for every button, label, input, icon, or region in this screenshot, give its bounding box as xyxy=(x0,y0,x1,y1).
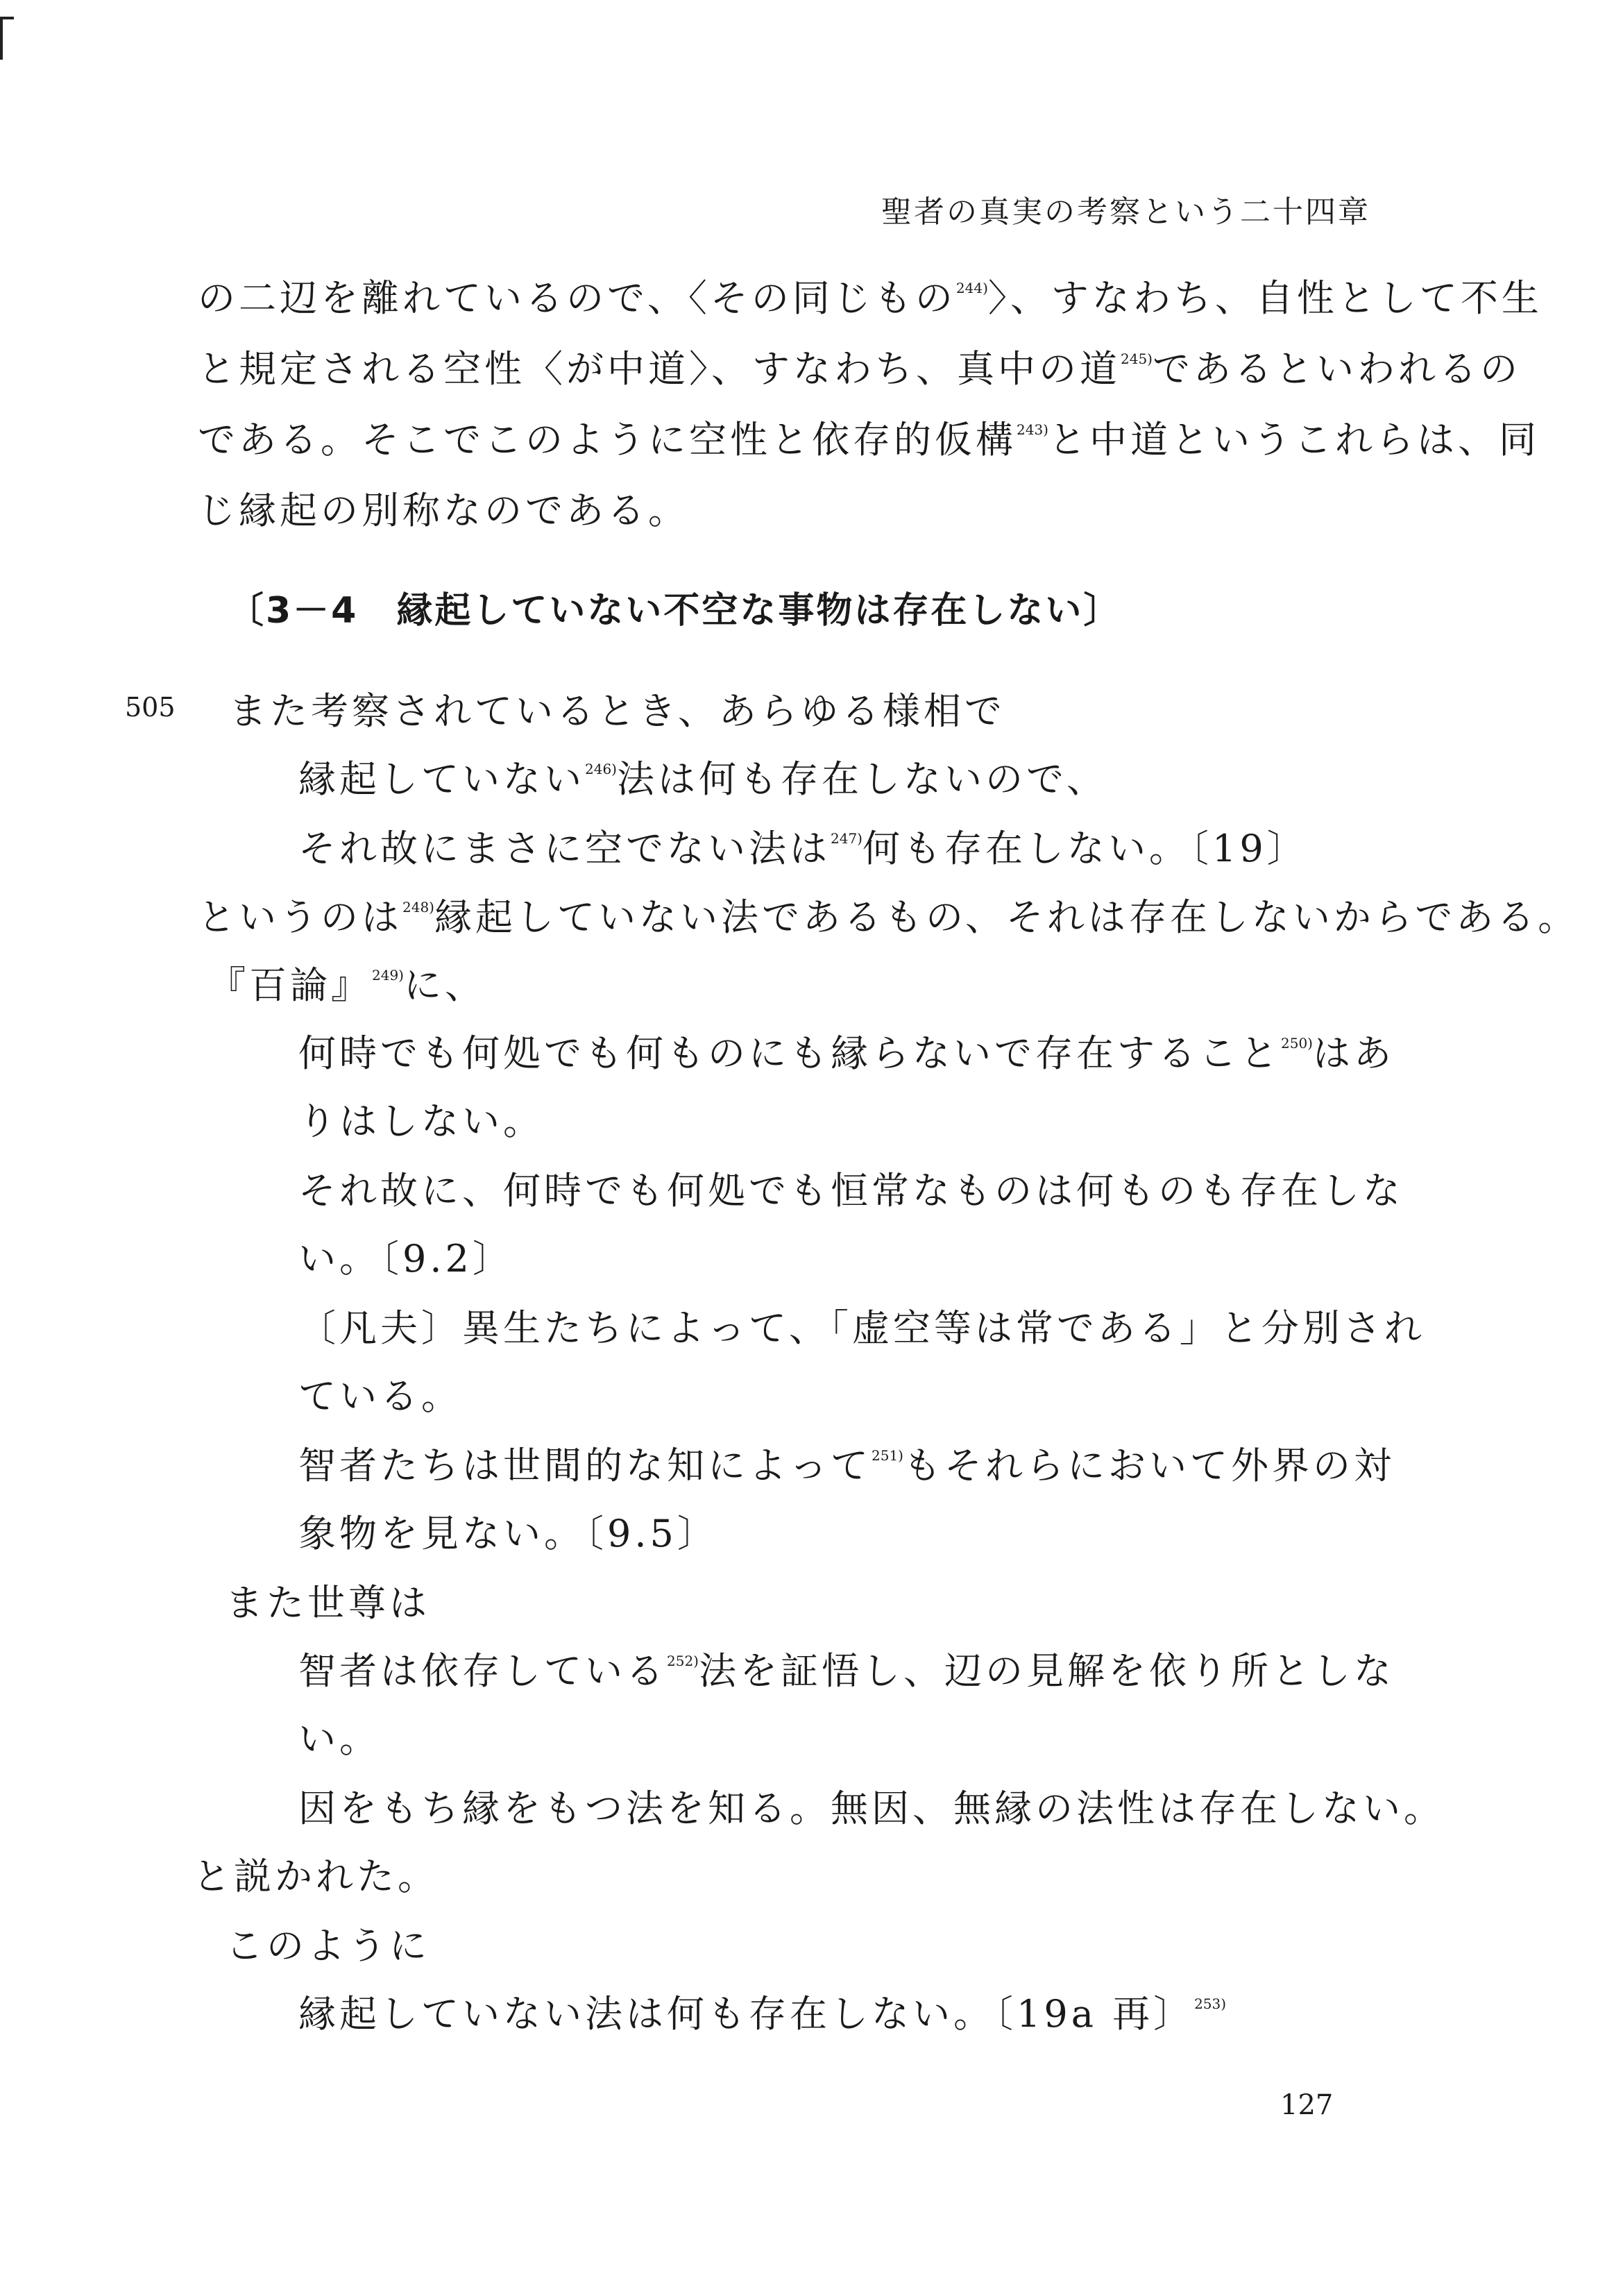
footnote-ref: 248) xyxy=(402,899,434,915)
verse-line: い。〔9.2〕 xyxy=(298,1237,513,1281)
text-line: じ縁起の別称なのである。 xyxy=(198,489,689,532)
verse-line: りはしない。 xyxy=(298,1099,544,1143)
verse-line: 〔凡夫〕異生たちによって、「虚空等は常である」と分別され xyxy=(298,1306,1425,1350)
text-line: また考察されているとき、あらゆる様相で xyxy=(229,689,1005,733)
text-line: と説かれた。 xyxy=(193,1855,439,1898)
text-line: の二辺を離れているので、〈その同じもの$^{244)}$〉、すなわち、自性として不生 xyxy=(198,276,1543,320)
footnote-ref: 250) xyxy=(1281,1035,1313,1052)
verse-line: 縁起していない法は何も存在しない。〔19a 再〕$^{253)}$ xyxy=(298,1992,1227,2036)
footnote-ref: 249) xyxy=(372,967,404,984)
margin-number: 505 xyxy=(125,692,176,723)
verse-line: それ故にまさに空でない法は$^{247)}$何も存在しない。〔19〕 xyxy=(298,827,1308,870)
text-line: 『百論』$^{249)}$に、 xyxy=(208,963,486,1007)
page-number: 127 xyxy=(1280,2089,1334,2121)
text-line: また世尊は xyxy=(226,1581,430,1625)
verse-line: ている。 xyxy=(298,1374,462,1418)
footnote-ref: 252) xyxy=(667,1653,699,1669)
text-line: というのは$^{248)}$縁起していない法であるもの、それは存在しないからである。 xyxy=(198,895,1579,939)
footnote-ref: 246) xyxy=(585,761,617,777)
footnote-ref: 247) xyxy=(831,830,863,847)
text-line: このように xyxy=(226,1924,430,1968)
footnote-ref: 253) xyxy=(1194,1995,1227,2012)
verse-line: 何時でも何処でも何ものにも縁らないで存在すること$^{250)}$はあ xyxy=(298,1031,1395,1075)
section-heading: 〔3－4 縁起していない不空な事物は存在しない〕 xyxy=(228,590,1122,632)
verse-line: それ故に、何時でも何処でも恒常なものは何ものも存在しな xyxy=(298,1169,1404,1213)
text-line: と規定される空性〈が中道〉、すなわち、真中の道$^{245)}$であるといわれるの xyxy=(198,347,1521,391)
corner-mark-vertical xyxy=(0,17,3,60)
footnote-ref: 243) xyxy=(1017,421,1048,438)
text-line: である。そこでこのように空性と依存的仮構$^{243)}$と中道というこれらは、同 xyxy=(198,418,1540,462)
footnote-ref: 251) xyxy=(872,1447,903,1464)
running-header: 聖者の真実の考察という二十四章 xyxy=(881,194,1370,230)
verse-line: 象物を見ない。〔9.5〕 xyxy=(298,1512,718,1555)
verse-line: 縁起していない$^{246)}$法は何も存在しないので、 xyxy=(298,757,1107,801)
verse-line: 智者は依存している$^{252)}$法を証悟し、辺の見解を依り所としな xyxy=(298,1649,1395,1693)
footnote-ref: 245) xyxy=(1121,351,1153,367)
verse-line: 因をもち縁をもつ法を知る。無因、無縁の法性は存在しない。 xyxy=(298,1787,1445,1830)
verse-line: 智者たちは世間的な知によって$^{251)}$もそれらにおいて外界の対 xyxy=(298,1444,1395,1487)
verse-line: い。 xyxy=(298,1717,380,1761)
footnote-ref: 244) xyxy=(955,280,988,296)
